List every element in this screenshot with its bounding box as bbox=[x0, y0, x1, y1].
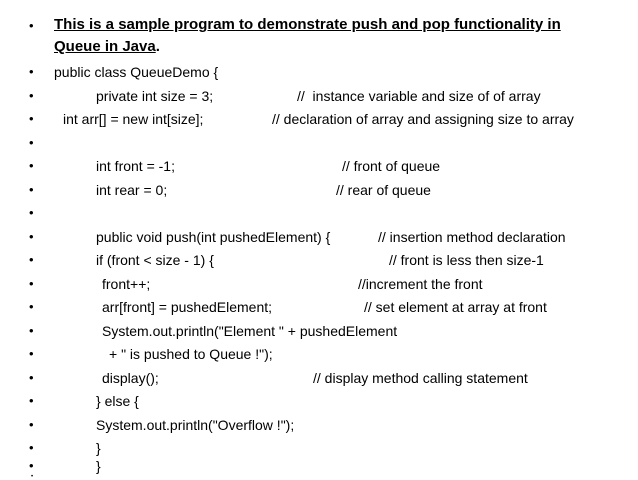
bullet: • bbox=[29, 440, 34, 455]
code-comment: // display method calling statement bbox=[313, 370, 528, 386]
code-line bbox=[0, 62, 638, 84]
bullet: • bbox=[29, 111, 34, 126]
code-text: System.out.println("Element " + pushedElement bbox=[102, 323, 398, 339]
code-text: } else { bbox=[96, 393, 139, 409]
code-comment: // declaration of array and assigning size to array bbox=[272, 111, 574, 127]
bullet: • bbox=[29, 393, 34, 408]
code-text: display(); bbox=[102, 370, 159, 386]
bullet: • bbox=[29, 229, 34, 244]
code-line bbox=[0, 227, 638, 249]
bullet: • bbox=[29, 158, 34, 173]
title-line-2: Queue in Java bbox=[54, 38, 156, 55]
code-text: + " is pushed to Queue !"); bbox=[109, 346, 273, 362]
code-comment: // front of queue bbox=[342, 158, 441, 174]
bullet: • bbox=[29, 205, 34, 220]
bullet: • bbox=[29, 252, 34, 267]
code-text: front++; bbox=[102, 276, 151, 292]
code-text: public class QueueDemo { bbox=[54, 64, 219, 80]
bullet: • bbox=[29, 370, 34, 385]
code-line bbox=[0, 109, 638, 131]
code-comment: //increment the front bbox=[358, 276, 483, 292]
code-comment: // rear of queue bbox=[336, 182, 431, 198]
code-line bbox=[0, 297, 638, 319]
code-text: private int size = 3; bbox=[96, 88, 214, 104]
code-comment: // instance variable and size of of array bbox=[297, 88, 541, 104]
bullet: • bbox=[29, 18, 34, 33]
code-line bbox=[0, 321, 638, 343]
bullet: • bbox=[29, 182, 34, 197]
code-line bbox=[0, 415, 638, 437]
code-text: } bbox=[96, 458, 101, 474]
code-comment: // front is less then size-1 bbox=[389, 252, 544, 268]
bullet: • bbox=[29, 135, 34, 150]
bullet: • bbox=[29, 458, 34, 473]
title-line-1: This is a sample program to demonstrate push and pop functionality in bbox=[54, 16, 561, 33]
title-line-2-suffix: . bbox=[155, 38, 160, 55]
code-text: int arr[] = new int[size]; bbox=[63, 111, 204, 127]
bullet: • bbox=[29, 88, 34, 103]
code-line bbox=[0, 250, 638, 272]
code-comment: // insertion method declaration bbox=[378, 229, 566, 245]
code-text: System.out.println("Overflow !"); bbox=[96, 417, 295, 433]
code-line bbox=[0, 456, 638, 478]
code-line bbox=[0, 156, 638, 178]
bullet: • bbox=[31, 474, 34, 480]
bullet: • bbox=[29, 323, 34, 338]
code-line bbox=[0, 274, 638, 296]
code-text: } bbox=[96, 440, 101, 456]
slide-title bbox=[54, 14, 614, 58]
code-line bbox=[0, 180, 638, 202]
code-line bbox=[0, 86, 638, 108]
bullet: • bbox=[29, 417, 34, 432]
code-comment: // set element at array at front bbox=[364, 299, 547, 315]
code-line bbox=[0, 133, 638, 155]
code-line bbox=[0, 391, 638, 413]
bullet: • bbox=[29, 299, 34, 314]
code-text: int rear = 0; bbox=[96, 182, 168, 198]
code-line bbox=[0, 344, 638, 366]
code-text: arr[front] = pushedElement; bbox=[102, 299, 273, 315]
bullet: • bbox=[29, 276, 34, 291]
bullet: • bbox=[29, 346, 34, 361]
code-text: public void push(int pushedElement) { bbox=[96, 229, 331, 245]
code-line bbox=[0, 203, 638, 225]
bullet: • bbox=[29, 64, 34, 79]
code-text: int front = -1; bbox=[96, 158, 175, 174]
code-text: if (front < size - 1) { bbox=[96, 252, 214, 268]
code-line bbox=[0, 368, 638, 390]
